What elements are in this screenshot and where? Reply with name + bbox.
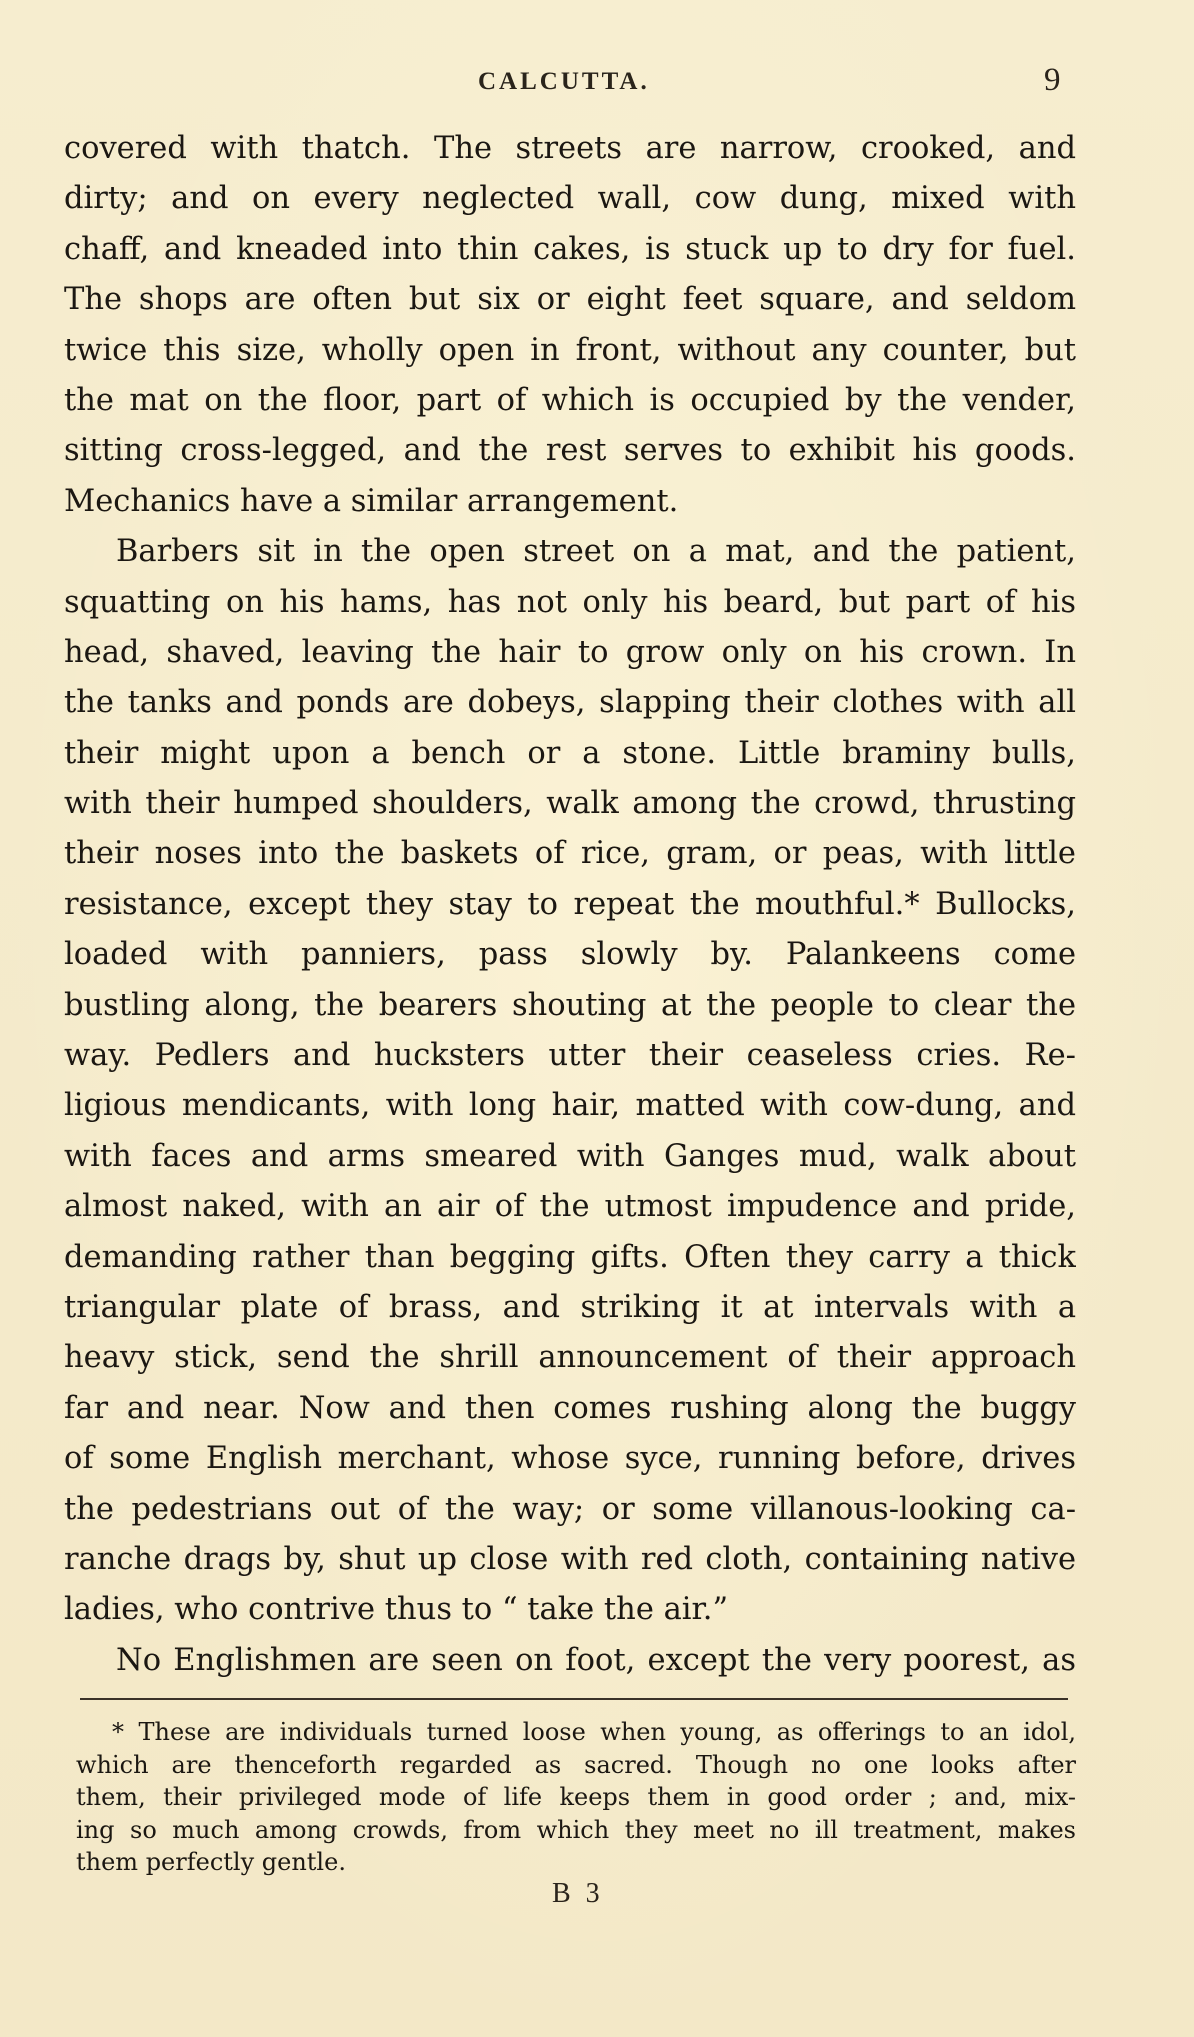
body-line: Barbers sit in the open street on a mat, and the patient,: [116, 534, 1076, 570]
body-line: bustling along, the bearers shouting at the people to clear the: [64, 987, 1076, 1023]
body-line: resistance, except they stay to repeat the mouthful.* Bullocks,: [64, 886, 1076, 922]
footnote-line: ing so much among crowds, from which they meet no ill treatment, makes: [76, 1815, 1076, 1844]
body-line: loaded with panniers, pass slowly by. Palankeens come: [64, 937, 1076, 973]
body-line: sitting cross-legged, and the rest serves to exhibit his goods.: [64, 433, 1076, 469]
body-line: their might upon a bench or a stone. Little braminy bulls,: [64, 735, 1076, 771]
body-text: [64, 124, 1076, 1686]
body-line: ligious mendicants, with long hair, matted with cow-dung, and: [64, 1088, 1076, 1124]
footnote-line: * These are individuals turned loose when young, as offerings to an idol,: [112, 1718, 1076, 1746]
body-line: squatting on his hams, has not only his beard, but part of his: [64, 584, 1076, 620]
body-line: heavy stick, send the shrill announcement of their approach: [64, 1340, 1076, 1376]
body-line: the pedestrians out of the way; or some villanous-looking ca-: [64, 1491, 1076, 1527]
body-line: The shops are often but six or eight feet square, and seldom: [64, 282, 1076, 318]
footnote: [76, 1716, 1076, 1879]
body-line: the mat on the floor, part of which is occupied by the vender,: [64, 382, 1076, 418]
footnote-line: them perfectly gentle.: [76, 1848, 346, 1877]
body-line: triangular plate of brass, and striking it at intervals with a: [64, 1289, 1076, 1325]
footnote-rule: [80, 1698, 1068, 1700]
footnote-line: which are thenceforth regarded as sacred. Though no one looks after: [76, 1750, 1076, 1779]
body-line: with faces and arms smeared with Ganges mud, walk about: [64, 1138, 1076, 1174]
body-line: dirty; and on every neglected wall, cow dung, mixed with: [64, 181, 1076, 217]
body-line: covered with thatch. The streets are narrow, crooked, and: [64, 131, 1076, 166]
running-title: CALCUTTA.: [478, 68, 650, 95]
body-line: chaff, and kneaded into thin cakes, is stuck up to dry for fuel.: [64, 231, 1076, 267]
body-line: with their humped shoulders, walk among the crowd, thrusting: [64, 786, 1076, 822]
footnote-line: them, their privileged mode of life keeps them in good order ; and, mix-: [76, 1783, 1076, 1812]
body-line: of some English merchant, whose syce, running before, drives: [64, 1441, 1076, 1477]
running-head: [0, 64, 1194, 104]
body-line: their noses into the baskets of rice, gram, or peas, with little: [64, 836, 1076, 872]
body-line: No Englishmen are seen on foot, except the very poorest, as: [116, 1642, 1076, 1678]
signature-mark: B 3: [552, 1878, 604, 1909]
body-line: head, shaved, leaving the hair to grow only on his crown. In: [64, 634, 1076, 670]
body-line: way. Pedlers and hucksters utter their ceaseless cries. Re-: [64, 1038, 1076, 1074]
body-line: twice this size, wholly open in front, without any counter, but: [64, 332, 1076, 368]
body-line: almost naked, with an air of the utmost impudence and pride,: [64, 1189, 1076, 1225]
body-line: far and near. Now and then comes rushing along the buggy: [64, 1390, 1076, 1426]
body-line: demanding rather than begging gifts. Often they carry a thick: [64, 1239, 1076, 1275]
body-line: the tanks and ponds are dobeys, slapping their clothes with all: [64, 685, 1076, 721]
body-line: ranche drags by, shut up close with red cloth, containing native: [64, 1541, 1076, 1577]
page-number: 9: [1044, 62, 1061, 98]
body-line: Mechanics have a similar arrangement.: [64, 483, 679, 519]
body-line: ladies, who contrive thus to “ take the air.”: [64, 1592, 729, 1628]
